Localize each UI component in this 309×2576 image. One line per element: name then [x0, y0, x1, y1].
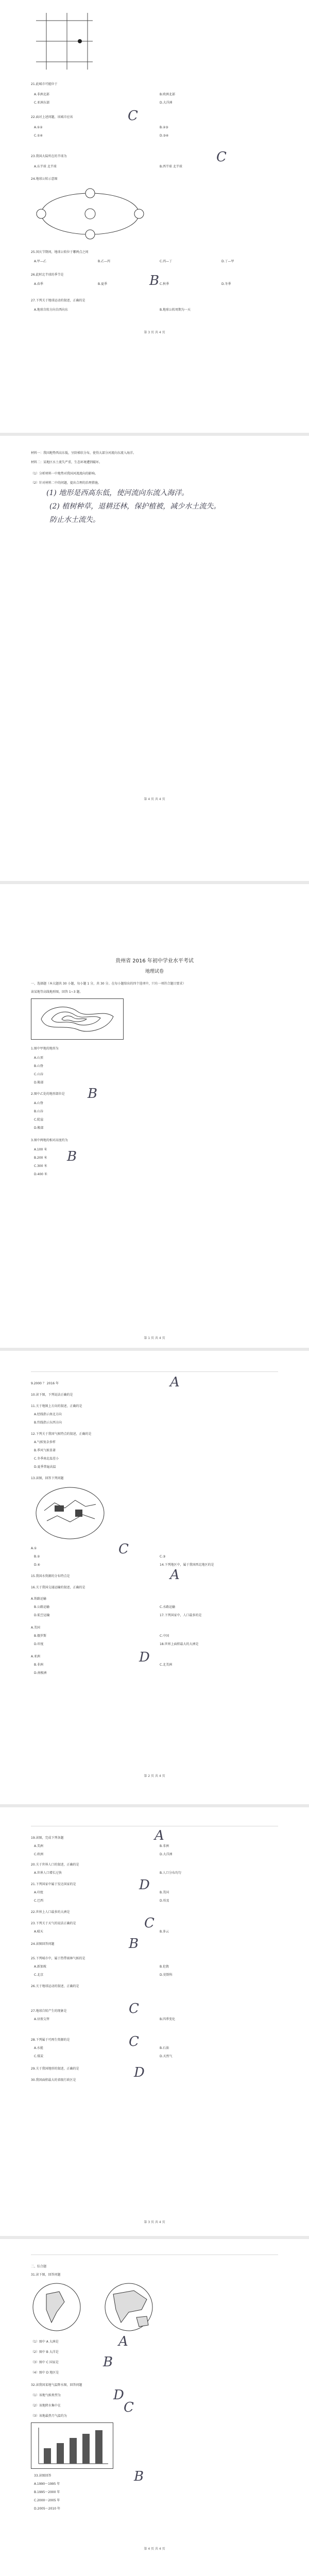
option: A.100 米: [34, 1148, 47, 1151]
handwritten-answer: B: [88, 1086, 98, 1101]
page-number: 第 1 页 共 4 页: [144, 1336, 165, 1340]
option: A.山脊: [34, 1101, 43, 1105]
handwritten-answer: C: [124, 2400, 134, 2415]
handwritten-answer: B: [149, 273, 160, 289]
line: 24.读图回答问题: [31, 1942, 55, 1946]
bar-chart-figure: [31, 2422, 113, 2471]
line: （4）图中 D 地区是: [31, 2371, 59, 2375]
line: 2.图中乙处的地形部位是: [31, 1092, 65, 1096]
handwritten-answer: B: [67, 1149, 77, 1164]
line: 22.世界上人口最多的大洲是: [31, 1910, 70, 1914]
option: A.美洲: [34, 1844, 43, 1848]
option: D.大洋洲: [160, 1853, 173, 1856]
option: D.鞍部: [34, 1126, 44, 1130]
option: B.非洲: [34, 1663, 44, 1667]
handwritten-answer: A: [154, 1828, 164, 1843]
option: A.甲—乙: [34, 260, 46, 263]
handwritten-text: 防止水土流失。: [49, 516, 100, 524]
handwritten-answer: C: [129, 2034, 139, 2049]
option: D.埃及: [160, 1899, 169, 1903]
page-3: [0, 884, 309, 1348]
line: 26.关于地球运动的叙述，正确的是: [31, 1985, 79, 1988]
line: 33.读图回答: [34, 2474, 52, 2478]
option: 17.下列国家中，人口最多的是: [160, 1614, 202, 1617]
line: 23.下列关于天气的说法正确的是: [31, 1922, 76, 1925]
option: A.东半球 北半球: [34, 165, 57, 168]
handwritten-answer: D: [113, 2387, 124, 2403]
option: C.山谷: [34, 1073, 44, 1076]
option: B.四季变化: [160, 2018, 176, 2021]
exam-title: 贵州省 2016 年初中学业水平考试: [115, 958, 194, 964]
option: B.美国: [160, 1891, 169, 1894]
line: 32.读我国某地气温降水图，回答问题: [31, 2383, 82, 2387]
option: A.印度: [34, 1891, 43, 1894]
option: C.水路运输: [160, 1605, 176, 1609]
option: 18.世界上面积最大的大洲是: [160, 1642, 199, 1646]
option: D.④: [34, 1563, 40, 1567]
line: 23.我国大陆所在的半球为: [31, 155, 67, 158]
option: B.山谷: [34, 1110, 44, 1113]
handwritten-answer: C: [216, 149, 227, 165]
option: A.世界人口增长过快: [34, 1871, 62, 1875]
line: 24.地球公转示意图: [31, 177, 58, 181]
option: C.煤炭: [34, 2055, 44, 2058]
handwritten-answer: D: [139, 1650, 150, 1665]
line: 19.读图，完成下列各题: [31, 1836, 64, 1840]
option: C.300 米: [34, 1164, 47, 1168]
option: D.南极洲: [34, 1671, 47, 1675]
handwritten-answer: D: [139, 1877, 150, 1893]
option: A.春季: [34, 282, 43, 286]
handwritten-answer: C: [129, 2001, 139, 2016]
option: D.印度: [34, 1642, 44, 1646]
page-number: 第 2 页 共 4 页: [144, 1774, 165, 1778]
handwritten-answer: A: [170, 1567, 180, 1583]
option: B.公路运输: [34, 1605, 50, 1609]
option: B.1995～2000 年: [34, 2490, 60, 2494]
option: A.地球自转方向自西向东: [34, 308, 68, 312]
option: B.西半球 北半球: [160, 165, 182, 168]
line: 22.面对上述问题，该城市应该: [31, 115, 73, 119]
line: 25.下列城市中，属于热带雨林气候的是: [31, 1957, 85, 1960]
line: A.铁路运输: [31, 1597, 46, 1601]
option: B.多云: [160, 1930, 169, 1934]
page-number: 第 4 页 共 4 页: [144, 2547, 165, 2551]
option: C.北美洲: [160, 1663, 173, 1667]
orbit-figure: [31, 185, 149, 244]
option: B.欧洲北部: [160, 93, 176, 96]
page-number: 第 3 页 共 4 页: [144, 2221, 165, 2224]
section-heading: 二、综合题: [31, 2265, 47, 2268]
top-rule: [31, 1371, 278, 1372]
line: （3）该地最热月气温约为: [31, 2414, 67, 2418]
handwritten-answer: B: [103, 2354, 113, 2370]
handwritten-answer: A: [170, 1375, 180, 1390]
line: （1）该地气候类型为: [31, 2394, 61, 2397]
line: 10.读下图，下列说法正确的是: [31, 1393, 73, 1397]
option: C.①④: [34, 134, 43, 138]
line: 15.我国水资源的分布特点是: [31, 1574, 70, 1578]
line: 26.此时北半球的季节是: [31, 273, 64, 277]
page-4: [0, 1351, 309, 1804]
circle-map-figure: [34, 1485, 106, 1544]
option: D.莫斯科: [160, 1973, 173, 1977]
line: 20.关于世界人口的叙述，正确的是: [31, 1863, 79, 1867]
line: （1）图中 A 大洲是: [31, 2340, 59, 2344]
handwritten-text: (2) 植树种草，退耕还林，保护植被，减少水土流失。: [49, 502, 221, 511]
option: D.③④: [160, 134, 169, 138]
line: 3.图中两地的相对高度约为: [31, 1139, 68, 1142]
page-number: 第 4 页 共 4 页: [144, 798, 165, 801]
handwritten-answer: C: [118, 1541, 129, 1557]
handwritten-answer: C: [128, 108, 138, 124]
option: B.②: [34, 1555, 40, 1558]
line: A.美国: [31, 1626, 40, 1630]
option: A.山顶: [34, 1056, 43, 1060]
option: B.乙—丙: [98, 260, 111, 263]
option: B.200 米: [34, 1156, 47, 1160]
option: A.新加坡: [34, 1965, 46, 1969]
handwritten-answer: B: [129, 1936, 139, 1952]
option: D.航空运输: [34, 1614, 50, 1617]
line: 材料二：某地区水土流失严重，生态环境遭到破坏。: [31, 461, 102, 464]
option: A.1990～1995 年: [34, 2482, 60, 2486]
option: B.石油: [160, 2046, 169, 2050]
line: 读某地等高线地形图，回答 1~3 题。: [31, 990, 83, 994]
line: 28.下列属于可再生资源的是: [31, 2038, 70, 2042]
line: 29.关于我国地形的叙述，正确的是: [31, 2067, 79, 2071]
line: A.①: [31, 1547, 37, 1550]
option: C.巴西: [34, 1899, 44, 1903]
line: 31.读下图，回答问题: [31, 2273, 61, 2277]
option: B.山脊: [34, 1064, 44, 1068]
handwritten-answer: D: [134, 2065, 145, 2080]
line: 27.下列关于地球运动的叙述，正确的是: [31, 299, 85, 302]
option: C.③: [160, 1555, 166, 1558]
option: D.2005～2010 年: [34, 2507, 60, 2511]
option: D.天然气: [160, 2055, 173, 2058]
world-map-figure: [31, 2281, 170, 2335]
line: A.亚洲: [31, 1655, 40, 1658]
option: A.昼夜交替: [34, 2018, 49, 2021]
handwritten-answer: A: [118, 2334, 128, 2349]
option: A.晴天: [34, 1930, 43, 1934]
option: B.②③: [160, 126, 168, 129]
page-number: 第 3 页 共 4 页: [144, 331, 165, 334]
option: B.伦敦: [160, 1965, 169, 1969]
option: B.人口分布均匀: [160, 1871, 182, 1875]
option: D.鞍部: [34, 1081, 44, 1084]
page-2: [0, 436, 309, 881]
option: D.丁—甲: [221, 260, 234, 263]
option: B.地球公转周期为一天: [160, 308, 191, 312]
option: C.丙—丁: [160, 260, 173, 263]
line: 21.下列国家中属于发达国家的是: [31, 1883, 76, 1886]
option: D.夏季普遍高温: [34, 1465, 56, 1469]
line: （2）该地降水集中在: [31, 2404, 61, 2408]
option: A.非洲北部: [34, 93, 49, 96]
line: （3）图中 C 国家是: [31, 2361, 59, 2364]
option: D.冬季: [221, 282, 231, 286]
option: C.2000～2005 年: [34, 2499, 60, 2502]
option: C.秋季: [160, 282, 169, 286]
line: 1.图中甲地的地形为: [31, 1047, 59, 1050]
handwritten-answer: B: [134, 2469, 144, 2484]
exam-subtitle: 地理试卷: [145, 969, 164, 974]
handwritten-text: (1) 地形是西高东低，使河流向东流入海洋。: [46, 489, 189, 497]
option: C.中国: [160, 1634, 169, 1638]
line: 9.2000 ？ 2016 年: [31, 1382, 59, 1385]
option: B.俄罗斯: [34, 1634, 47, 1638]
contour-map-figure: [31, 998, 124, 1042]
option: C.亚洲东部: [34, 101, 50, 105]
option: B.非洲: [160, 1844, 169, 1848]
option: B.夏季: [98, 282, 108, 286]
option: 14.下列地区中，属于我国西北地区的是: [160, 1563, 214, 1567]
line: 25.国庆节期间，地球公转位于哪两点之间: [31, 250, 89, 254]
line: 30.我国面积最大的省级行政区是: [31, 2078, 76, 2082]
line: 27.地球自转产生的现象是: [31, 2009, 67, 2013]
page-1: [0, 0, 309, 433]
option: D.大洋洲: [160, 101, 173, 105]
line: （2）针对材料二中的问题，提出合理的治理措施。: [31, 481, 101, 485]
page-6: [0, 2239, 309, 2576]
line: 12.下列关于我国气候特点的叙述，正确的是: [31, 1432, 92, 1436]
option: B.季风气候显著: [34, 1449, 56, 1452]
option: D.400 米: [34, 1173, 47, 1176]
option: A.①②: [34, 126, 43, 129]
option: C.北京: [34, 1973, 44, 1977]
option: A.经线指示南北方向: [34, 1413, 62, 1416]
handwritten-answer: C: [144, 1916, 154, 1931]
line: （1）分析材料一中地势对我国河流流向的影响。: [31, 472, 98, 476]
option: C.冬季南北温差小: [34, 1457, 59, 1461]
page-5: [0, 1807, 309, 2236]
option: C.陡崖: [34, 1118, 44, 1122]
line: 13.读图，回答下列问题: [31, 1477, 64, 1480]
option: B.纬线指示东西方向: [34, 1421, 62, 1425]
instruction: 一、选择题（本大题共 30 小题，每小题 1 分，共 30 分。在每小题给出的四个选项中，只有一项符合题目要求）: [31, 982, 186, 986]
line: 11.关于地图上方向的叙述，正确的是: [31, 1404, 82, 1408]
line: （2）图中 B 大洋是: [31, 2350, 59, 2354]
line: 材料一：我国地势西高东低，呈阶梯状分布，使得大部分河流向东流入海洋。: [31, 451, 136, 455]
grid-figure: [31, 10, 98, 74]
option: C.欧洲: [34, 1853, 44, 1856]
option: A.气候复杂多样: [34, 1440, 56, 1444]
option: A.水能: [34, 2046, 43, 2050]
line: 21.此城市可能位于: [31, 82, 58, 86]
line: 16.关于我国交通运输的叙述，正确的是: [31, 1586, 85, 1589]
